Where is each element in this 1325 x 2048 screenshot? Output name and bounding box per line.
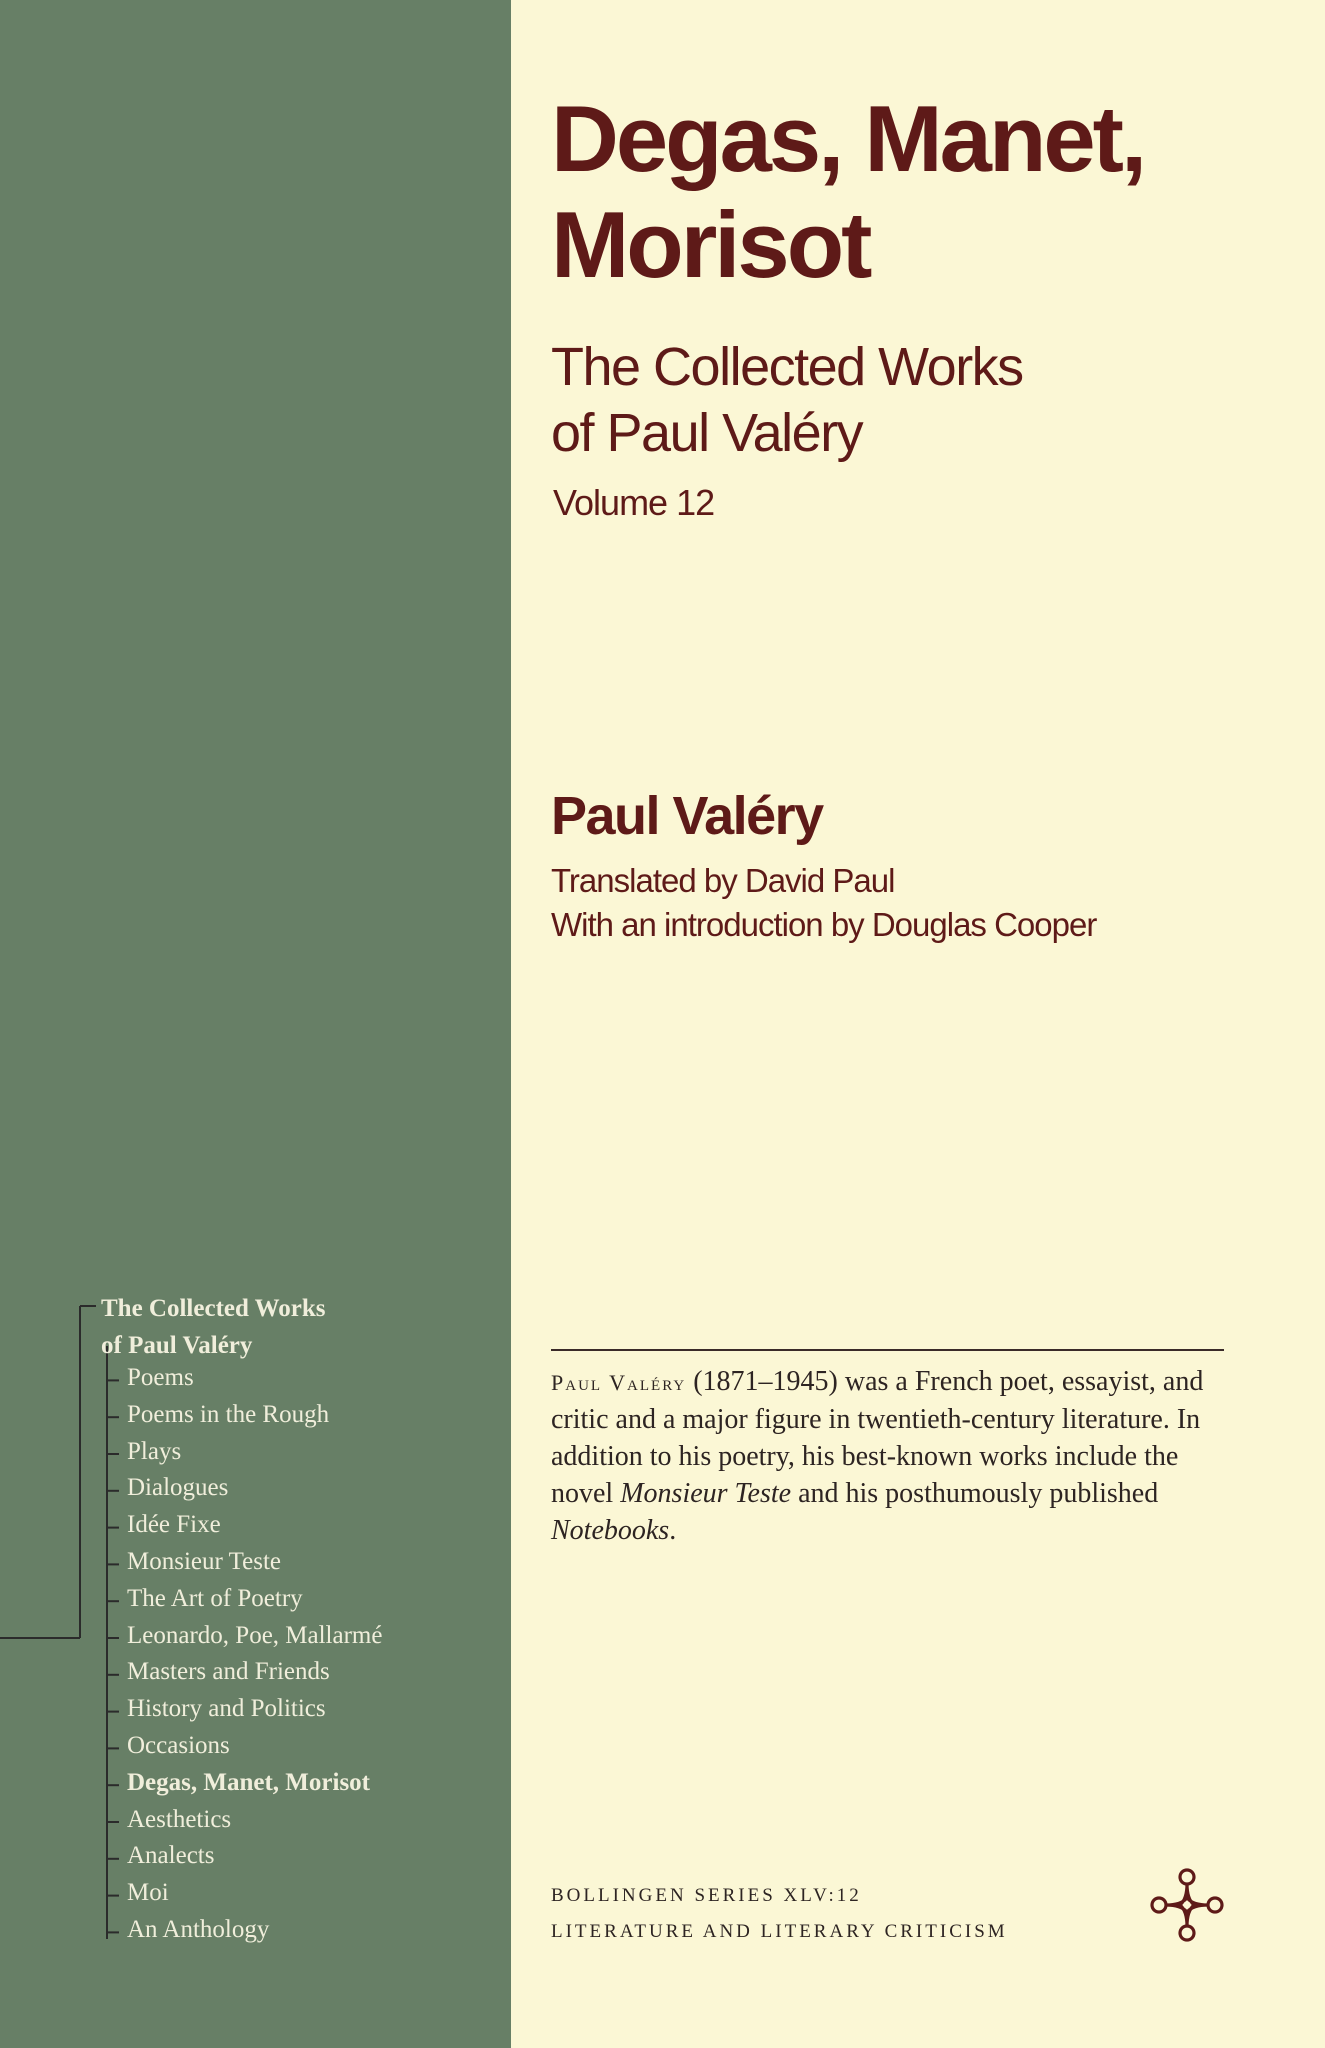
book-subtitle-line-2: of Paul Valéry <box>551 403 863 463</box>
quatrefoil-knot-icon <box>1148 1866 1226 1944</box>
bio-text-3: . <box>669 1515 677 1546</box>
volume-number: Volume 12 <box>553 482 715 523</box>
volume-list-item: Occasions <box>127 1731 230 1759</box>
bio-work-1: Monsieur Teste <box>620 1478 792 1509</box>
volume-list-item: Monsieur Teste <box>127 1547 282 1575</box>
book-title <box>551 86 1251 298</box>
volume-list-item: Plays <box>127 1437 182 1465</box>
volume-list-item: Leonardo, Poe, Mallarmé <box>127 1621 383 1649</box>
bio-work-2: Notebooks <box>551 1515 670 1546</box>
book-subtitle-line-1: The Collected Works <box>551 337 1023 397</box>
volume-list-item: Analects <box>127 1842 215 1870</box>
bio-divider <box>551 1349 1224 1351</box>
book-title-line-1: Degas, Manet, <box>551 86 1145 191</box>
introduction-credit: With an introduction by Douglas Cooper <box>551 906 1097 943</box>
volume-list-item: Dialogues <box>127 1474 229 1502</box>
volume-list-item: Masters and Friends <box>127 1658 330 1686</box>
right-panel <box>511 0 1325 2048</box>
bio-text-1: was a French poet, essayist, and critic and a major figure in twentieth-century literature. In addition to his poetry, his best-known works include the novel <box>551 1366 1204 1509</box>
collected-works-heading-line-2: of Paul Valéry <box>101 1332 253 1359</box>
author-name: Paul Valéry <box>551 786 823 846</box>
volume-list-item: An Anthology <box>127 1915 270 1943</box>
volume-list-item: The Art of Poetry <box>127 1584 303 1612</box>
volume-list <box>127 1360 382 1949</box>
book-subtitle <box>551 334 1251 466</box>
volume-list-item: Moi <box>127 1879 169 1907</box>
author-bio <box>551 1363 1241 1549</box>
collected-works-heading-line-1: The Collected Works <box>101 1295 326 1322</box>
book-title-line-2: Morisot <box>551 192 870 297</box>
bio-text-2: and his posthumously published <box>791 1478 1159 1509</box>
volume-list-item: Poems <box>127 1364 194 1391</box>
series-number: BOLLINGEN SERIES XLV:12 <box>551 1885 862 1906</box>
bio-dates: (1871–1945) <box>693 1366 838 1397</box>
series-category: LITERATURE AND LITERARY CRITICISM <box>551 1921 1008 1942</box>
translator-credit: Translated by David Paul <box>551 862 895 899</box>
volume-list-item: Poems in the Rough <box>127 1400 330 1428</box>
volume-list-item: Aesthetics <box>127 1805 232 1833</box>
collected-works-list <box>0 0 511 2048</box>
bio-author-name: Paul Valéry <box>551 1370 687 1395</box>
current-volume-item: Degas, Manet, Morisot <box>127 1768 370 1796</box>
volume-list-item: Idée Fixe <box>127 1511 221 1539</box>
collected-works-heading <box>101 1290 326 1364</box>
volume-list-item: History and Politics <box>127 1695 326 1723</box>
